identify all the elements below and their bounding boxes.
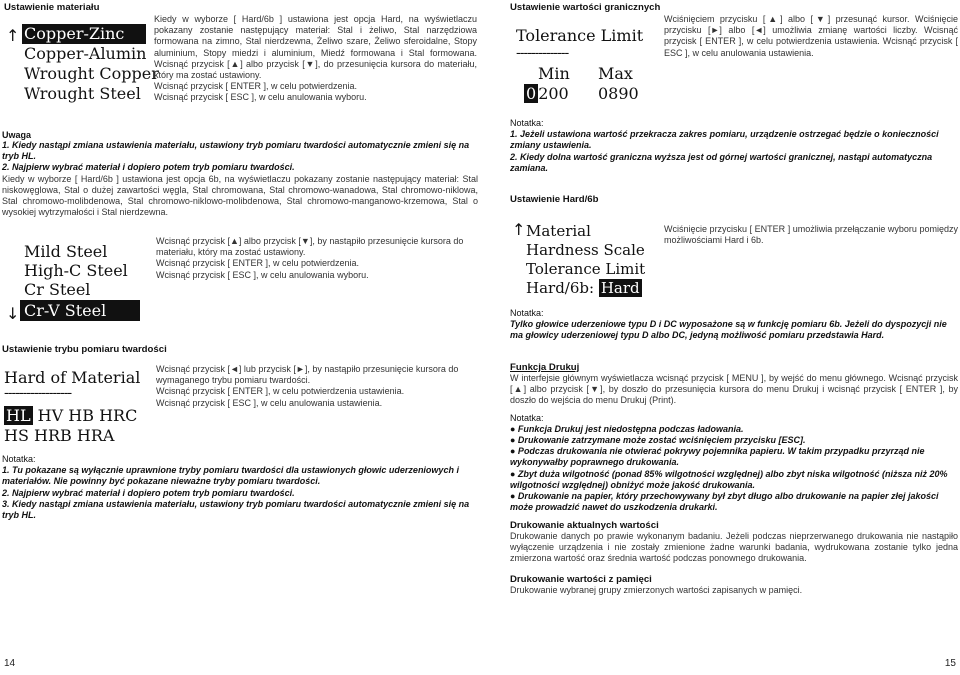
paragraph: Wcisnąć przycisk [▲] albo przycisk [▼], by nastąpiło przesunięcie kursora do materiału, który ma zostać ustawiony. [156, 236, 464, 258]
lcd-item: Mild Steel [24, 242, 108, 261]
hard6b-description: Kiedy w wyborze [ Hard/6b ] ustawiona jest opcja 6b, na wyświetlaczu pokazany zostanie następujący materiał: Stal niskowęglowa, Stal o dużej zawartości węgla, Stal chromowana, Stal chromowo-wanadowa, Stal chromowo-niklowa, Stal chromowo-molibdenowa, Stal chromowo-niklowo-molibdenowa, Stal chromowo-manganowo-krzemowa, Stal o wysokiej wytrzymałości i Stal nierdzewna. [2, 173, 478, 218]
lcd-menu-item: Hardness Scale [526, 241, 645, 259]
mode-option: HV [37, 406, 64, 425]
lcd-item: Wrought Steel [24, 84, 141, 103]
material-description [154, 14, 477, 104]
lcd-tolerance-limit [512, 24, 652, 108]
lcd-mode-row [4, 426, 114, 446]
print-current-description: Drukowanie danych po prawie wykonanym badaniu. Jeżeli podczas nieprzerwanego drukowania nie nastąpiło wyłączenie urządzenia i nie zostały zmienione żadne warunki badania, wydrukowana zostanie tylko jedna zmierzona wartość oraz średnia wartość podczas ponownego drukowania. [510, 531, 958, 564]
notatka-item: 2. Kiedy dolna wartość graniczna wyższa jest od górnej wartości granicznej, nastąpi automatyczna zamiana. [510, 151, 933, 173]
lcd-item: High-C Steel [24, 261, 128, 280]
lcd-divider: -------------- [516, 45, 569, 61]
arrow-down-icon: ↓ [6, 304, 20, 323]
section-header-hard6b: Ustawienie Hard/6b [510, 194, 599, 205]
lcd-min-value: 200 [538, 84, 569, 103]
lcd-min-label: Min [538, 64, 570, 83]
uwaga-item: 1. Kiedy nastąpi zmiana ustawienia materiału, ustawiony tryb pomiaru twardości automatycznie zmieni się na tryb HL. [2, 140, 470, 162]
mode-option: HS [4, 426, 29, 445]
print-bullet: ● Drukowanie na papier, który przechowywany był zbyt długo albo drukowanie na papier złej jakości może prowadzić nawet do uszkodzenia drukarki. [510, 491, 939, 513]
section-header-mode: Ustawienie trybu pomiaru twardości [2, 344, 167, 355]
arrow-up-icon: ↑ [6, 26, 20, 45]
print-bullet: ● Funkcja Drukuj jest niedostępna podczas ładowania. [510, 423, 744, 434]
mode-option-selected: HL [6, 406, 31, 425]
lcd-item-selected: Cr-V Steel [20, 300, 140, 321]
paragraph: Wcisnąć przycisk [ ESC ], w celu anulowania wyboru. [156, 269, 369, 280]
hard6b-description: Wciśnięcie przycisku [ ENTER ] umożliwia przełączanie wyboru pomiędzy możliwościami Hard i 6b. [664, 224, 958, 246]
lcd-hardness-mode [2, 368, 142, 448]
uwaga-block [2, 130, 478, 218]
lcd-item: Cr Steel [24, 280, 91, 299]
lcd-hard6b-label: Hard/6b: [526, 279, 595, 297]
uwaga-item: 2. Najpierw wybrać materiał i dopiero potem tryb pomiaru twardości. [2, 162, 295, 173]
print-memory-header: Drukowanie wartości z pamięci [510, 574, 652, 585]
notatka-text: Tylko głowice uderzeniowe typu D i DC wyposażone są w funkcję pomiaru 6b. Jeżeli do dyspozycji nie ma głowicy uderzeniowej typu D albo DC, jedyną możliwość pomiaru przedstawia Hard. [510, 319, 947, 341]
lcd-settings-menu [526, 222, 658, 300]
lcd-menu-item: Tolerance Limit [526, 260, 646, 278]
lcd-menu-item: Material [526, 222, 591, 240]
limit-notatka [510, 118, 958, 174]
lcd-item-selected: Copper-Zinc [22, 24, 146, 44]
limit-description: Wciśnięciem przycisku [▲] albo [▼] przesunąć kursor. Wciśnięcie przycisku [►] albo [◄] umożliwia zmianę wartości liczby. Wcisnąć przycisk [ ENTER ], w celu potwierdzenia ustawienia. Wcisnąć przycisk [ ESC ], w celu anulowania ustawienia. [664, 14, 958, 58]
notatka-item: 1. Tu pokazane są wyłącznie uprawnione tryby pomiaru twardości dla ustawionych głowic uderzeniowych i materiałów. Nie powinny być pokazane nieważne tryby pomiaru twardości. [2, 465, 459, 487]
lcd-material-list [20, 24, 159, 104]
notatka-title: Notatka: [510, 308, 544, 318]
arrow-up-icon: ↑ [512, 220, 526, 239]
steel-description [156, 236, 476, 281]
mode-notatka [2, 454, 476, 521]
lcd-menu-item [526, 279, 642, 298]
lcd-hard6b-value: Hard [600, 279, 640, 297]
notatka-title: Notatka: [2, 454, 36, 464]
notatka-item: 2. Najpierw wybrać materiał i dopiero potem tryb pomiaru twardości. [2, 487, 295, 498]
lcd-divider: ------------------ [4, 385, 72, 401]
mode-description [156, 364, 476, 409]
lcd-mode-row [4, 406, 137, 426]
print-bullet: ● Zbyt duża wilgotność (ponad 85% wilgotności względnej) albo zbyt niska wilgotność (niższa niż 20% wilgotności względnej) obniżyć może jakość drukowania. [510, 468, 948, 490]
print-current-section [510, 520, 958, 565]
lcd-min-field [524, 84, 569, 104]
notatka-item: 3. Kiedy nastąpi zmiana ustawienia materiału, ustawiony tryb pomiaru twardości automatycznie zmieni się na tryb HL. [2, 498, 470, 521]
print-header: Funkcja Drukuj [510, 362, 580, 373]
print-bullet: ● Podczas drukowania nie otwierać pokrywy pojemnika papieru. W takim przypadku przyrząd nie wykonywałby poprawnego drukowania. [510, 446, 925, 468]
print-section [510, 362, 958, 513]
lcd-title: Tolerance Limit [516, 26, 644, 45]
notatka-item: 1. Jeżeli ustawiona wartość przekracza zakres pomiaru, urządzenie ostrzegać będzie o konieczności zmiany ustawienia. [510, 129, 939, 151]
print-bullet: ● Drukowanie zatrzymane może zostać wciśnięciem przycisku [ESC]. [510, 435, 806, 446]
lcd-item: Wrought Copper [24, 64, 159, 83]
mode-option: HRA [76, 426, 115, 445]
print-memory-section [510, 574, 958, 596]
mode-option: HRB [34, 426, 72, 445]
paragraph: Wcisnąć przycisk [◄] lub przycisk [►], by nastąpiło przesunięcie kursora do wymaganego trybu pomiaru twardości. [156, 364, 459, 386]
paragraph: Wcisnąć przycisk [ ESC ], w celu anulowania wyboru. [154, 92, 367, 103]
print-description: W interfejsie głównym wyświetlacza wcisnąć przycisk [ MENU ], by wejść do menu głównego. Wcisnąć przycisk [▲] albo przycisk [▼], by doszło do przesunięcia kursora do menu Drukuj i wcisnąć przycisk [ ENTER ], by doszło do wejścia do menu Drukuj (Print). [510, 373, 958, 406]
lcd-cursor-digit: 0 [526, 84, 537, 103]
paragraph: Kiedy w wyborze [ Hard/6b ] ustawiona jest opcja Hard, na wyświetlaczu pokazany zostanie następujący materiał: Stal i żeliwo, Stal narzędziowa formowana na zimno, Stal nierdzewna, Żeliwo szare, Żeliwo sferoidalne, Stopy aluminium, Stopy miedzi i aluminium, Miedź formowana i Stal formowana. Wcisnąć przycisk [▲] albo przycisk [▼], do przesunięcia kursora do materiału, który ma zostać ustawiony. [154, 14, 477, 81]
hard6b-notatka [510, 308, 958, 342]
page-number: 14 [4, 658, 16, 669]
paragraph: Wcisnąć przycisk [ ENTER ], w celu potwierdzenia. [156, 258, 360, 269]
section-header-limits: Ustawienie wartości granicznych [510, 2, 661, 13]
mode-option: HB [68, 406, 94, 425]
print-memory-description: Drukowanie wybranej grupy zmierzonych wartości zapisanych w pamięci. [510, 585, 803, 595]
section-header-material: Ustawienie materiału [4, 2, 100, 13]
notatka-title: Notatka: [510, 118, 544, 128]
lcd-title: Hard of Material [4, 368, 141, 387]
mode-option: HRC [99, 406, 138, 425]
uwaga-title: Uwaga [2, 130, 32, 140]
lcd-max-value: 0890 [598, 84, 639, 103]
paragraph: Wcisnąć przycisk [ ENTER ], w celu potwierdzenia ustawienia. [156, 386, 405, 397]
lcd-steel-list [20, 240, 138, 324]
lcd-max-label: Max [598, 64, 633, 83]
notatka-title: Notatka: [510, 412, 544, 423]
paragraph: Wcisnąć przycisk [ ESC ], w celu anulowania ustawienia. [156, 397, 383, 408]
print-current-header: Drukowanie aktualnych wartości [510, 520, 659, 531]
lcd-item: Copper-Alumin [24, 44, 147, 63]
paragraph: Wcisnąć przycisk [ ENTER ], w celu potwierdzenia. [154, 81, 358, 92]
page-number: 15 [944, 658, 956, 669]
